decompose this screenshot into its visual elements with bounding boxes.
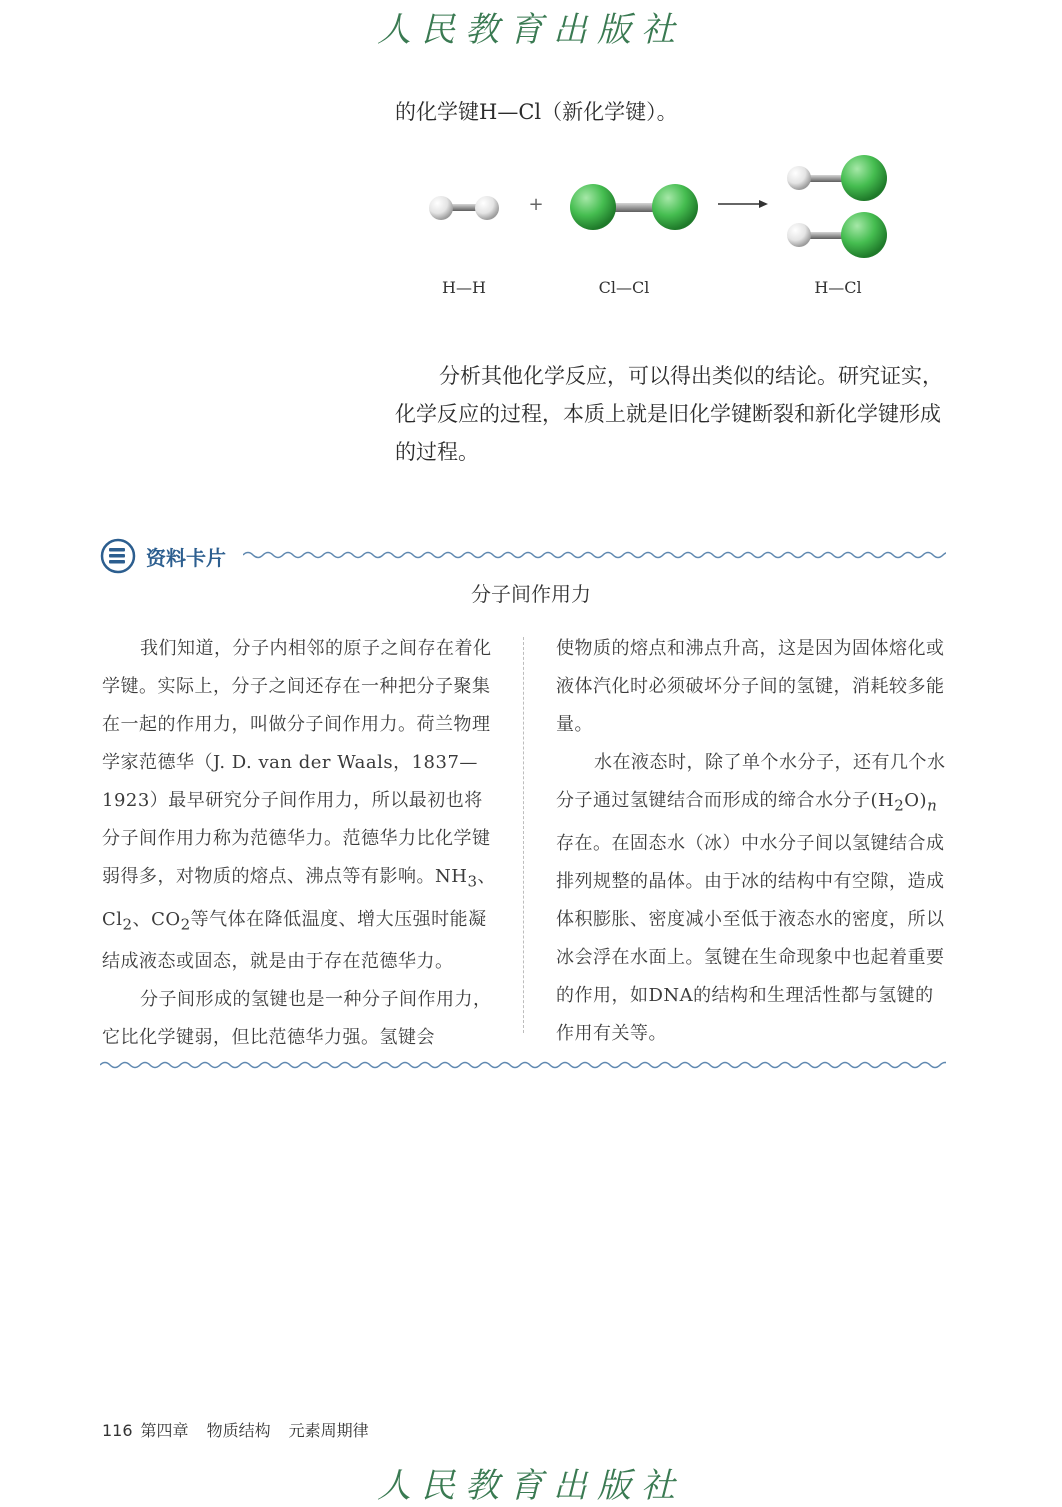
body-paragraph-text: 分析其他化学反应，可以得出类似的结论。研究证实，化学反应的过程，本质上就是旧化学键断裂和新化学键形成的过程。 [395, 364, 943, 464]
formula-subscript: 2 [894, 796, 905, 815]
formula-text: (H [870, 790, 895, 811]
formula-subscript: 2 [180, 915, 191, 934]
separator-text: 、 [132, 908, 152, 930]
card-paragraph-text: 分子间形成的氢键也是一种分子间作用力，它比化学键弱，但比范德华力强。氢键会 [102, 989, 492, 1049]
formula-text: O) [904, 790, 928, 811]
card-paragraph [102, 630, 497, 981]
card-column-left [102, 630, 497, 1057]
lead-text: 的化学键H—Cl（新化学键）。 [395, 100, 678, 124]
chlorine-molecule [570, 184, 698, 230]
wavy-divider-top [243, 548, 946, 562]
separator-text: 、 [477, 866, 496, 887]
chlorine-atom [841, 212, 887, 258]
chlorine-atom [570, 184, 616, 230]
hcl-molecule [787, 212, 887, 258]
page-number: 116 [102, 1421, 133, 1440]
publisher-logo-bottom: 人民教育出版社 [377, 1466, 685, 1506]
formula-text: NH [435, 866, 468, 887]
body-paragraph [395, 357, 950, 471]
formula-text: CO [151, 908, 181, 930]
hydrogen-atom [429, 196, 453, 220]
reaction-diagram [400, 140, 940, 310]
chlorine-atom [841, 155, 887, 201]
card-paragraph-text: 等气体在降低温度、增大压强时能凝结成液态或固态，就是由于存在范德华力。 [102, 908, 487, 973]
section-label: 物质结构 [206, 1421, 271, 1440]
card-subtitle: 分子间作用力 [471, 582, 591, 606]
card-paragraph-text: 存在。在固态水（冰）中水分子间以氢键结合成排列规整的晶体。由于冰的结构中有空隙，造成体积膨胀、密度减小至低于液态水的密度，所以冰会浮在水面上。氢键在生命现象中也起着重要的作用，如DNA的结构和生理活性都与氢键的作用有关等。 [556, 832, 945, 1044]
hydrogen-atom [787, 223, 811, 247]
plus-sign: + [528, 194, 544, 215]
hcl-molecule [787, 155, 887, 201]
section-label: 元素周期律 [288, 1421, 369, 1440]
document-list-icon [100, 538, 136, 574]
wavy-divider-bottom [100, 1058, 946, 1072]
page-footer [102, 1418, 369, 1441]
hydrogen-molecule [429, 196, 499, 220]
reaction-arrow-icon [718, 200, 768, 208]
formula-subscript: 2 [122, 915, 133, 934]
label-hcl: H—Cl [814, 278, 862, 297]
card-column-right [556, 630, 948, 1053]
formula-subscript: 3 [467, 872, 478, 891]
column-divider [523, 637, 524, 1033]
card-paragraph [556, 744, 948, 1053]
chapter-label: 第四章 [140, 1421, 189, 1440]
chlorine-atom [652, 184, 698, 230]
formula-subscript: n [927, 796, 938, 815]
card-title: 资料卡片 [146, 546, 226, 570]
publisher-logo-top: 人民教育出版社 [377, 10, 685, 50]
card-paragraph-text: 我们知道，分子内相邻的原子之间存在着化学键。实际上，分子之间还存在一种把分子聚集在一起的作用力，叫做分子间作用力。荷兰物理学家范德华（J. D. van der Waals，1837—1923）最早研究分子间作用力，所以最初也将分子间作用力称为范德华力。范德华力比化学键弱得多，对物质的熔点、沸点等有影响。 [102, 638, 492, 887]
label-clcl: Cl—Cl [598, 278, 650, 297]
card-paragraph [102, 981, 497, 1057]
card-paragraph [556, 630, 948, 744]
card-paragraph-text: 水在液态时，除了单个水分子，还有几个水分子通过氢键结合而形成的缔合水分子 [556, 752, 946, 811]
hydrogen-atom [787, 166, 811, 190]
label-hh: H—H [442, 278, 486, 297]
formula-text: Cl [102, 908, 123, 930]
hydrogen-atom [475, 196, 499, 220]
card-paragraph-text: 使物质的熔点和沸点升高，这是因为固体熔化或液体汽化时必须破坏分子间的氢键，消耗较多能量。 [556, 638, 945, 735]
